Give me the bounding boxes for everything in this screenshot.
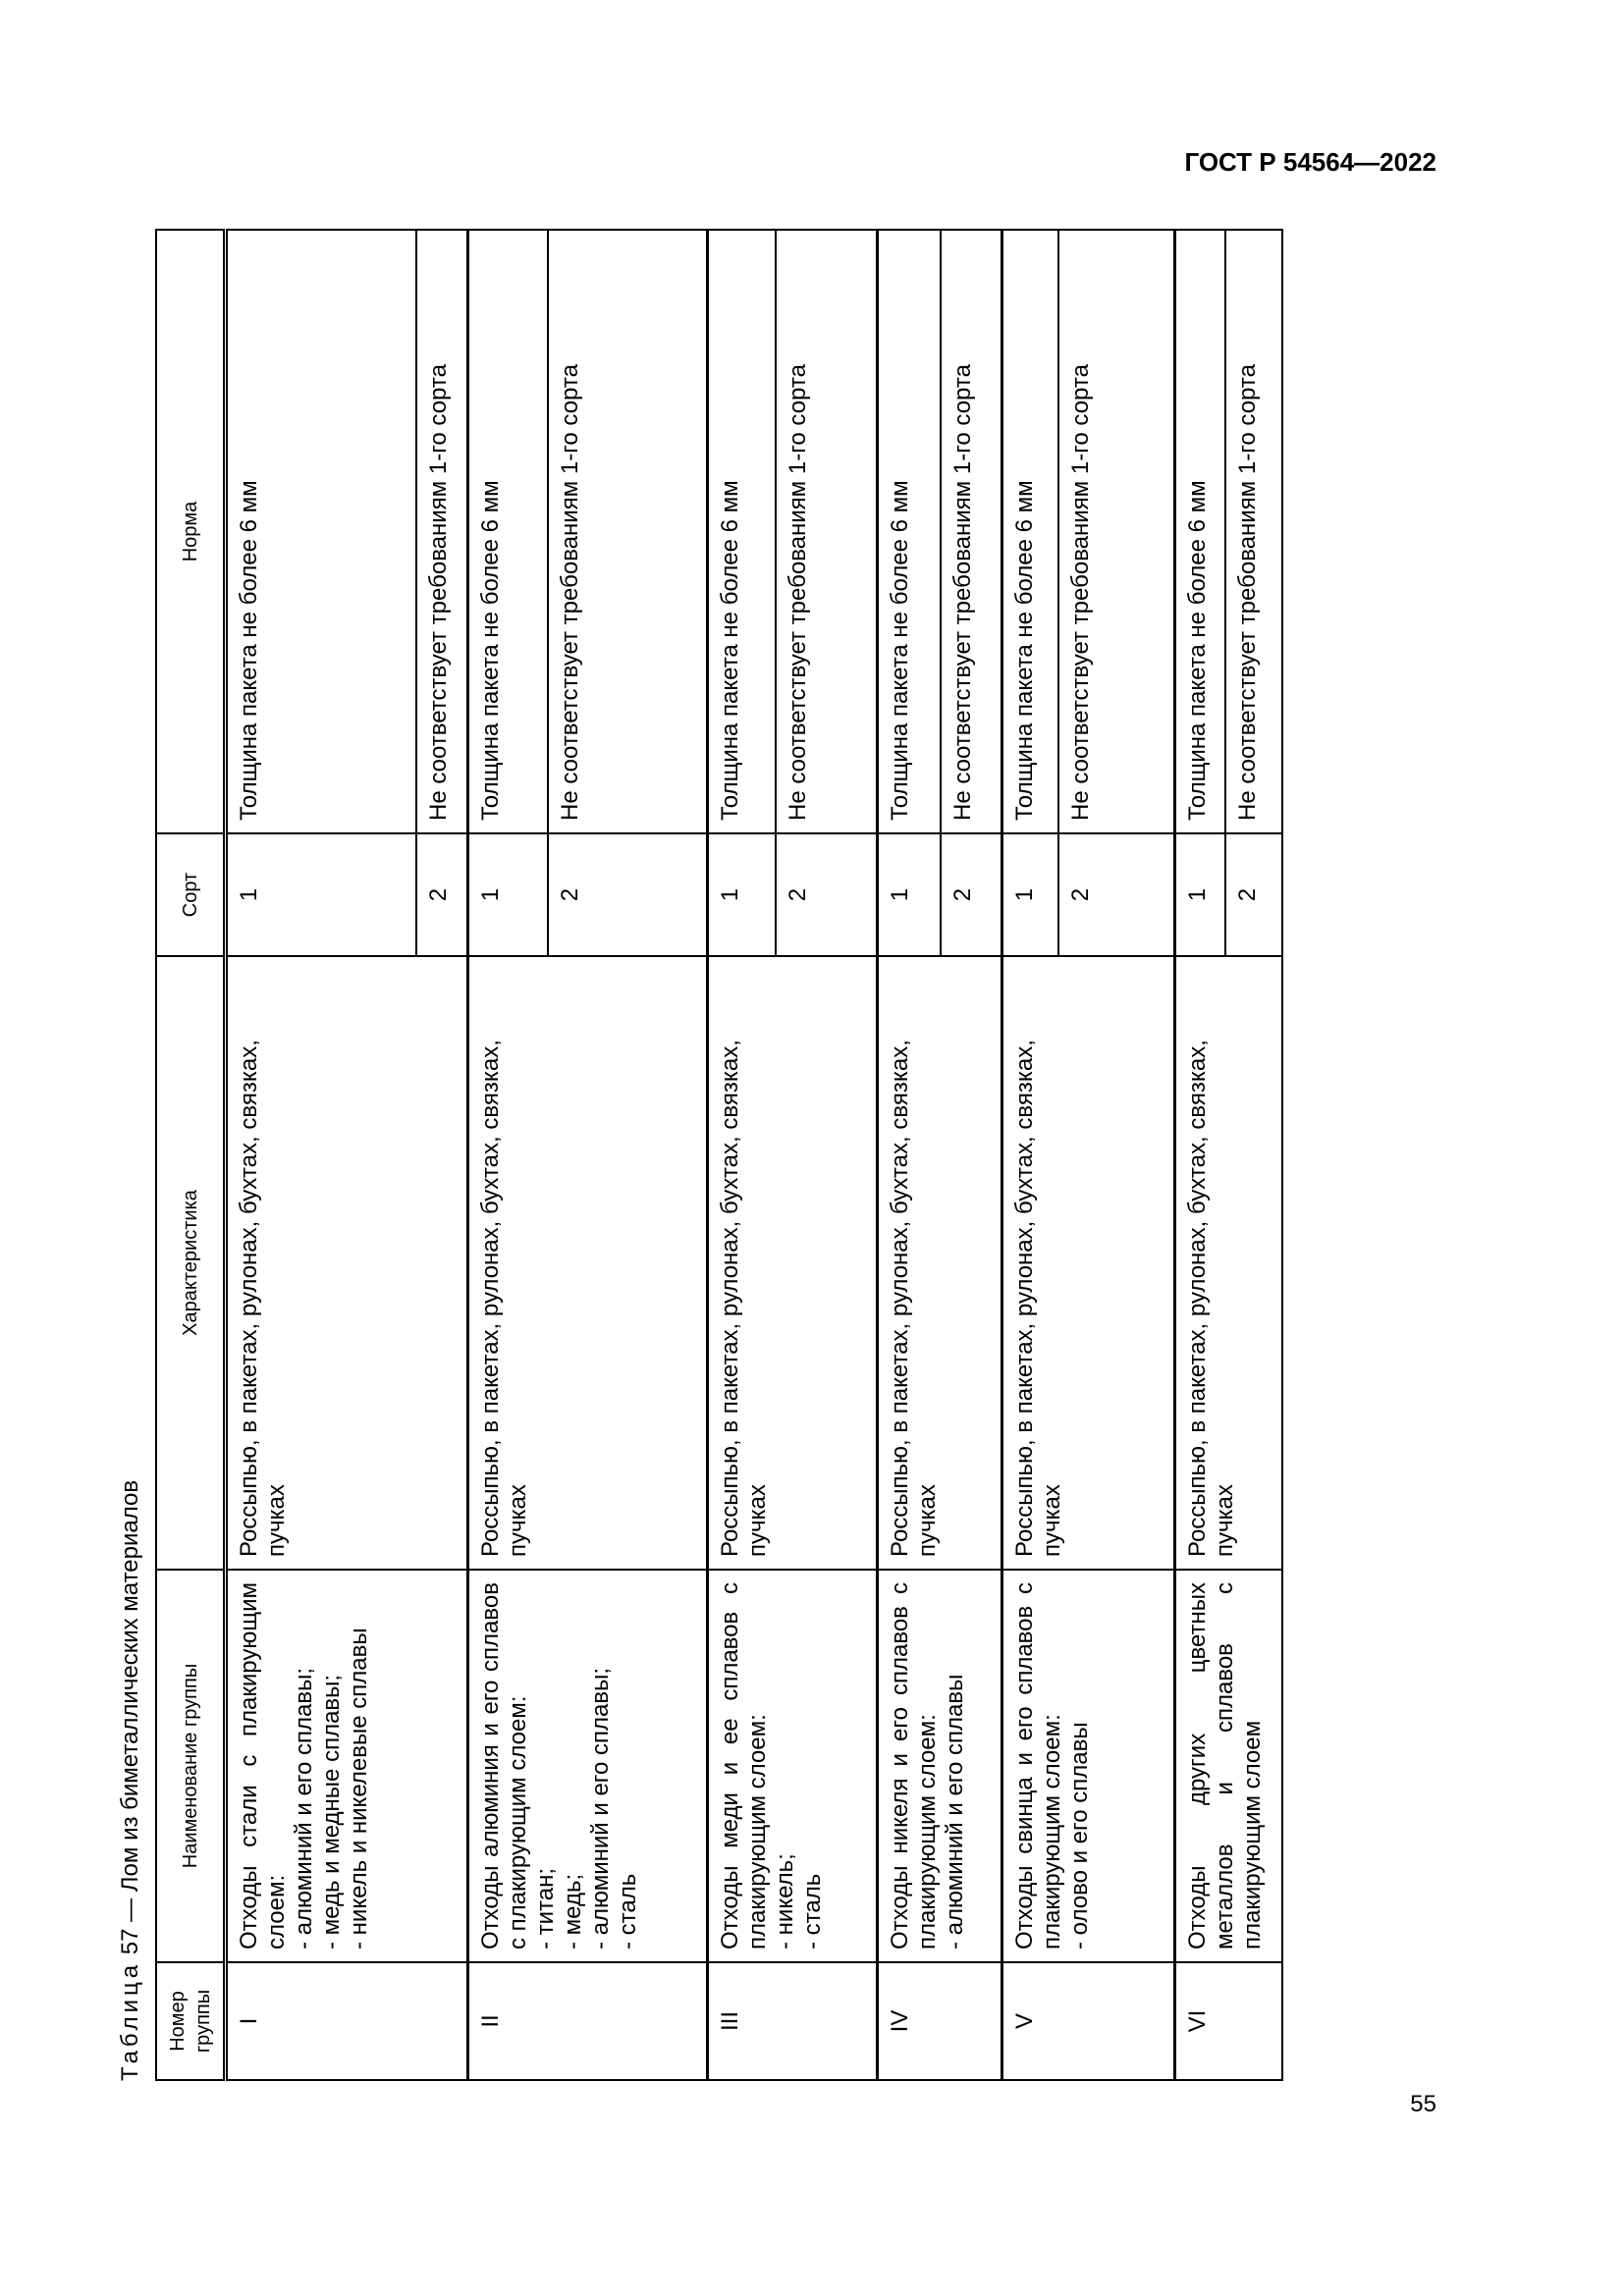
table-caption-text: 57 — Лом из биметаллических материалов (117, 1479, 143, 1961)
col-header-name: Наименование группы (156, 1570, 225, 1962)
characteristic-cell: Россыпью, в пакетах, рулонах, бухтах, связках, пучках (707, 956, 877, 1570)
group-name-line: - сталь (614, 1873, 641, 1949)
norm-cell: Толщина пакета не более 6 мм (877, 230, 941, 833)
bimetal-scrap-table (155, 229, 1283, 2081)
group-name-cell (467, 1570, 707, 1962)
table-row (1174, 230, 1225, 2080)
group-number-cell: V (1001, 1962, 1174, 2080)
group-name-line: - титан; (531, 1867, 559, 1949)
group-name-line: - сталь (798, 1873, 826, 1949)
norm-cell: Толщина пакета не более 6 мм (1001, 230, 1058, 833)
group-name-cell (225, 1570, 467, 1962)
group-number-cell: IV (877, 1962, 1001, 2080)
table-row (707, 230, 776, 2080)
group-name-line: Отходы никеля и его сплавов с плакирующим слоем: (886, 1582, 941, 1949)
norm-cell: Не соответствует требованиям 1-го сорта (941, 230, 1001, 833)
rotated-table-area (106, 231, 1266, 2081)
grade-cell: 1 (707, 833, 776, 956)
group-number-cell: III (707, 1962, 877, 2080)
table-row (467, 230, 548, 2080)
norm-cell: Толщина пакета не более 6 мм (707, 230, 776, 833)
group-name-line: Отходы алюминия и его сплавов с плакирующим слоем: (476, 1582, 531, 1949)
group-name-line: - никель и никелевые сплавы (345, 1628, 372, 1949)
norm-cell: Толщина пакета не более 6 мм (467, 230, 548, 833)
grade-cell: 1 (1001, 833, 1058, 956)
grade-cell: 2 (1058, 833, 1174, 956)
group-name-line: - алюминий и его сплавы; (290, 1667, 317, 1949)
table-caption (106, 231, 155, 2081)
group-name-line: - алюминий и его сплавы; (586, 1667, 614, 1949)
characteristic-cell: Россыпью, в пакетах, рулонах, бухтах, связках, пучках (225, 956, 467, 1570)
col-header-num: Номер группы (156, 1962, 225, 2080)
characteristic-cell: Россыпью, в пакетах, рулонах, бухтах, связках, пучках (1174, 956, 1282, 1570)
group-name-cell (1174, 1570, 1282, 1962)
table-row (877, 230, 941, 2080)
table-row (1001, 230, 1058, 2080)
group-name-line: Отходы меди и ее сплавов с плакирующим слоем: (716, 1582, 771, 1949)
characteristic-cell: Россыпью, в пакетах, рулонах, бухтах, связках, пучках (1001, 956, 1174, 1570)
group-name-line: - медь; (559, 1873, 586, 1949)
col-header-norm: Норма (156, 230, 225, 833)
group-name-line: Отходы других цветных металлов и сплавов с плакирующим слоем (1183, 1582, 1266, 1949)
grade-cell: 1 (467, 833, 548, 956)
norm-cell: Не соответствует требованиям 1-го сорта (1225, 230, 1282, 833)
group-name-line: - алюминий и его сплавы (941, 1674, 968, 1949)
group-number-cell: I (225, 1962, 467, 2080)
group-name-cell (707, 1570, 877, 1962)
table-row (225, 230, 416, 2080)
norm-cell: Не соответствует требованиям 1-го сорта (416, 230, 467, 833)
table-body (225, 230, 1282, 2080)
group-number-cell: VI (1174, 1962, 1282, 2080)
characteristic-cell: Россыпью, в пакетах, рулонах, бухтах, связках, пучках (877, 956, 1001, 1570)
table-header-row (156, 230, 225, 2080)
grade-cell: 1 (1174, 833, 1225, 956)
norm-cell: Не соответствует требованиям 1-го сорта (776, 230, 877, 833)
document-code: ГОСТ Р 54564—2022 (1184, 147, 1436, 177)
norm-cell: Не соответствует требованиям 1-го сорта (548, 230, 707, 833)
grade-cell: 2 (1225, 833, 1282, 956)
group-name-line: - олово и его сплавы (1065, 1722, 1093, 1949)
norm-cell: Не соответствует требованиям 1-го сорта (1058, 230, 1174, 833)
grade-cell: 1 (225, 833, 416, 956)
group-number-cell: II (467, 1962, 707, 2080)
group-name-cell (877, 1570, 1001, 1962)
group-name-line: Отходы свинца и его сплавов с плакирующим слоем: (1010, 1582, 1065, 1949)
grade-cell: 2 (776, 833, 877, 956)
page-number: 55 (1410, 2091, 1436, 2117)
grade-cell: 2 (416, 833, 467, 956)
table-caption-prefix: Таблица (117, 1960, 143, 2081)
group-name-line: - медь и медные сплавы; (317, 1674, 345, 1949)
col-header-grade: Сорт (156, 833, 225, 956)
grade-cell: 2 (941, 833, 1001, 956)
norm-cell: Толщина пакета не более 6 мм (225, 230, 416, 833)
grade-cell: 2 (548, 833, 707, 956)
col-header-characteristic: Характеристика (156, 956, 225, 1570)
group-name-cell (1001, 1570, 1174, 1962)
group-name-line: Отходы стали с плакирующим слоем: (235, 1582, 290, 1949)
group-name-line: - никель; (771, 1853, 798, 1949)
norm-cell: Толщина пакета не более 6 мм (1174, 230, 1225, 833)
characteristic-cell: Россыпью, в пакетах, рулонах, бухтах, связках, пучках (467, 956, 707, 1570)
grade-cell: 1 (877, 833, 941, 956)
